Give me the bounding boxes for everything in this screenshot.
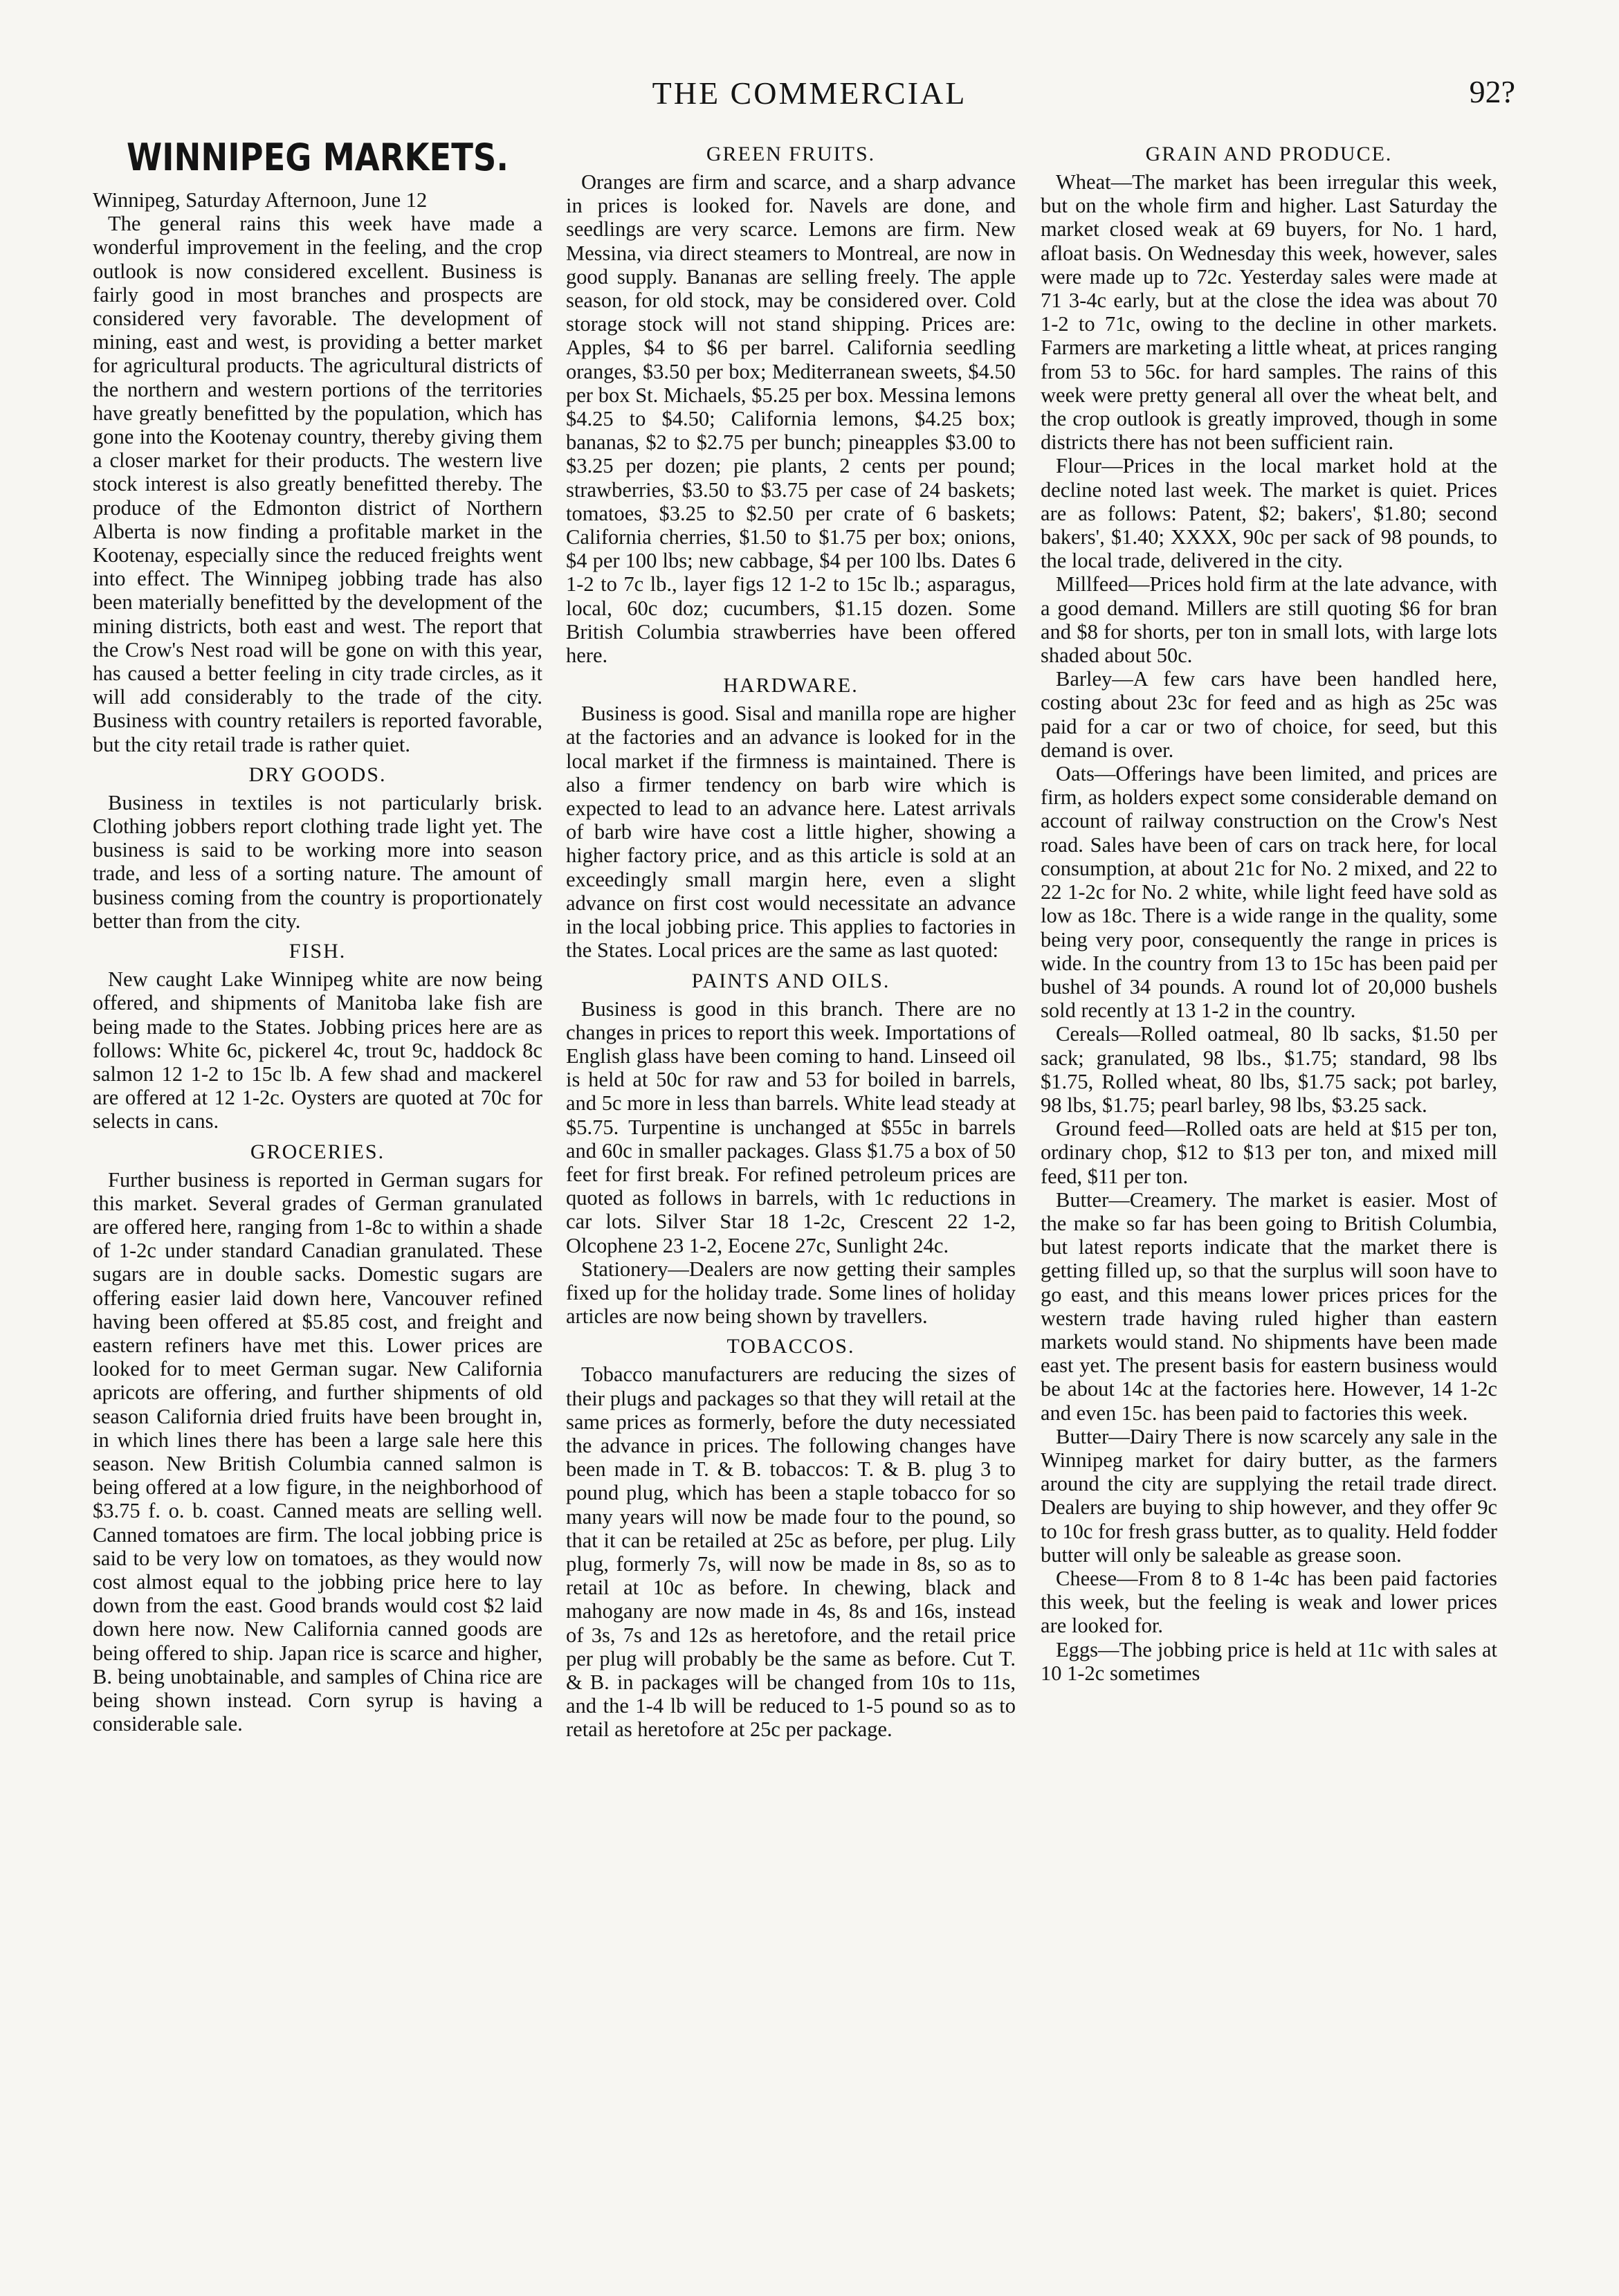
wheat-paragraph: Wheat—The market has been irregular this week, but on the whole firm and higher. Last Saturday the market closed weak at 69 buyers, for No. 1 hard, afloat basis. On Wednesday this week, however, sales were made up to 72c. Yesterday sales were made at 71 3-4c early, but at the close the idea was about 70 1-2 to 71c, owing to the decline in other markets. Farmers are marketing a little wheat, at prices ranging from 53 to 56c. for hard samples. The rains of this week were pretty general all over the wheat belt, and the crop outlook is greatly improved, though in some districts there has not been sufficient rain.	[1041, 170, 1497, 455]
stationery-paragraph: Stationery—Dealers are now getting their samples fixed up for the holiday trade. Some lines of holiday articles are now being shown by travellers.	[566, 1257, 1016, 1329]
cheese-paragraph: Cheese—From 8 to 8 1-4c has been paid factories this week, but the feeling is weak and lower prices are looked for.	[1041, 1566, 1497, 1638]
groceries-heading: GROCERIES.	[250, 1140, 385, 1163]
page-number: 92?	[1469, 74, 1515, 109]
oats-paragraph: Oats—Offerings have been limited, and prices are firm, as holders expect some considerable demand on account of railway construction on the Crow's Nest road. Sales have been of cars on track here, for local consumption, at about 21c for No. 2 mixed, and 22 to 22 1-2c for No. 2 white, while light feed have sold as low as 18c. There is a wide range in the quality, some being very poor, consequently the range in prices is wide. In the country from 13 to 15c has been paid per bushel of 34 pounds. A round lot of 20,000 bushels sold recently at 13 1-2 in the country.	[1041, 762, 1497, 1023]
dry-goods-paragraph: Business in textiles is not particularly brisk. Clothing jobbers report clothing trade light yet. The business is said to be working more into season trade, and less of a sorting nature. The amount of business coming from the country is proportionately better than from the city.	[93, 790, 542, 933]
tobaccos-heading: TOBACCOS.	[726, 1335, 855, 1358]
hardware-paragraph: Business is good. Sisal and manilla rope are higher at the factories and an advance is looked for in the local market if the firmness is maintained. There is also a firmer tendency on barb wire which is expected to lead to an advance here. Latest arrivals of barb wire have cost a little higher, showing a higher factory price, and as this article is sold at an exceedingly small margin here, even a slight advance on first cost would necessitate an advance in the local jobbing price. This applies to factories in the States. Local prices are the same as last quoted:	[566, 702, 1016, 963]
eggs-paragraph: Eggs—The jobbing price is held at 11c with sales at 10 1-2c sometimes	[1041, 1637, 1497, 1685]
grain-heading: GRAIN AND PRODUCE.	[1145, 143, 1393, 165]
green-fruits-paragraph: Oranges are firm and scarce, and a sharp advance in prices is looked for. Navels are done, and seedlings are very scarce. Lemons are firm. New Messina, via direct steamers to Montreal, are now in good supply. Bananas are selling freely. The apple season, for old stock, may be considered over. Cold storage stock will not stand shipping. Prices are: Apples, $4 to $6 per barrel. California seedling oranges, $3.50 per box; Mediterranean sweets, $4.50 per box St. Michaels, $5.25 per box. Messina lemons $4.25 to $4.50; California lemons, $4.25 box; bananas, $2 to $2.75 per bunch; pineapples $3.00 to $3.25 per dozen; pie plants, 2 cents per pound; strawberries, $3.50 to $3.75 per case of 24 baskets; tomatoes, $3.25 to $2.50 per crate of 6 baskets; California cherries, $1.50 to $1.75 per box; onions, $4 per 100 lbs; new cabbage, $4 per 100 lbs. Dates 6 1-2 to 7c lb., layer figs 12 1-2 to 15c lb.; asparagus, local, 60c doz; cucumbers, $1.15 dozen. Some British Columbia strawberries have been offered here.	[566, 170, 1016, 668]
green-fruits-heading: GREEN FRUITS.	[706, 143, 876, 165]
fish-paragraph: New caught Lake Winnipeg white are now being offered, and shipments of Manitoba lake fish are being made to the States. Jobbing prices here are as follows: White 6c, pickerel 4c, trout 9c, haddock 8c salmon 12 1-2 to 15c lb. A few shad and mackerel are offered at 12 1-2c. Oysters are quoted at 70c for selects in cans.	[93, 967, 542, 1133]
barley-paragraph: Barley—A few cars have been handled here, costing about 23c for feed and as high as 25c was paid for a car or two of choice, for seed, but this demand is over.	[1041, 667, 1497, 762]
dateline: Winnipeg, Saturday Afternoon, June 12	[93, 188, 428, 212]
section-masthead: WINNIPEG MARKETS.	[127, 136, 509, 179]
flour-paragraph: Flour—Prices in the local market hold at the decline noted last week. The market is quiet. Prices are as follows: Patent, $2; bakers', $1.80; second bakers', $1.40; XXXX, 90c per sack of 98 pounds, to the local trade, delivered in the city.	[1041, 454, 1497, 573]
dry-goods-heading: DRY GOODS.	[248, 763, 387, 786]
column-2	[566, 136, 1016, 1742]
paints-heading: PAINTS AND OILS.	[691, 969, 890, 992]
millfeed-paragraph: Millfeed—Prices hold firm at the late advance, with a good demand. Millers are still quoting $6 for bran and $8 for shorts, per ton in small lots, with large lots shaded about 50c.	[1041, 572, 1497, 668]
fish-heading: FISH.	[289, 940, 347, 963]
running-title: THE COMMERCIAL	[652, 75, 967, 111]
hardware-heading: HARDWARE.	[723, 674, 859, 698]
paints-paragraph: Business is good in this branch. There are no changes in prices to report this week. Importations of English glass have been coming to hand. Linseed oil is held at 50c for raw and 53 for boiled in barrels, and 5c more in less than barrels. White lead steady at $5.75. Turpentine is unchanged at $55c in barrels and 60c in smaller packages. Glass $1.75 a box of 50 feet for first break. For refined petroleum prices are quoted as follows in barrels, with 1c reductions in car lots. Silver Star 18 1-2c, Crescent 22 1-2, Olcophene 23 1-2, Eocene 27c, Sunlight 24c.	[566, 996, 1016, 1257]
butter-creamery-paragraph: Butter—Creamery. The market is easier. Most of the make so far has been going to British Columbia, but latest reports indicate that the market there is getting filled up, so that the surplus will soon have to go east, and this means lower prices prices for the western trade having ruled higher than eastern markets would stand. No shipments have been made east yet. The present basis for eastern business would be about 14c at the factories here. However, 14 1-2c and even 15c. has been paid to factories this week.	[1041, 1187, 1497, 1425]
cereals-paragraph: Cereals—Rolled oatmeal, 80 lb sacks, $1.50 per sack; granulated, 98 lbs., $1.75; standard, 98 lbs $1.75, Rolled wheat, 80 lbs, $1.75 sack; pot barley, 98 lbs, $1.75; pearl barley, 98 lbs, $3.25 sack.	[1041, 1022, 1497, 1117]
butter-dairy-paragraph: Butter—Dairy There is now scarcely any sale in the Winnipeg market for dairy butter, as the farmers around the city are supplying the retail trade direct. Dealers are buying to ship however, and they offer 9c to 10c for fresh grass butter, as to quality. Held fodder butter will only be saleable as grease soon.	[1041, 1424, 1497, 1567]
column-1	[93, 136, 542, 1735]
groceries-paragraph: Further business is reported in German sugars for this market. Several grades of German granulated are offered here, ranging from 1-8c to within a shade of 1-2c under standard Canadian granulated. These sugars are in double sacks. Domestic sugars are offering easier laid down here, Vancouver refined having been offered at $5.85 cost, and freight and eastern refiners have met this. Lower prices are looked for to meet German sugar. New California apricots are offering, and further shipments of old season California dried fruits have been brought in, in which lines there has been a large sale here this season. New British Columbia canned salmon is being offered at a low figure, in the neighborhood of $3.75 f. o. b. coast. Canned meats are selling well. Canned tomatoes are firm. The local jobbing price is said to be very low on tomatoes, as they would now cost almost equal to the jobbing price here to lay down from the east. Good brands would cost $2 laid down here now. New California canned goods are being offered to ship. Japan rice is scarce and higher, B. being unobtainable, and samples of China rice are being shown instead. Corn syrup is having a considerable sale.	[93, 1167, 542, 1736]
column-3	[1041, 136, 1497, 1685]
intro-paragraph: The general rains this week have made a wonderful improvement in the feeling, and the crop outlook is now considered excellent. Business is fairly good in most branches and prospects are considered very favorable. The development of mining, east and west, is providing a better market for agricultural products. The agricultural districts of the northern and western portions of the territories have greatly benefitted by the population, which has gone into the Kootenay country, thereby giving them a closer market for their products. The western live stock interest is also greatly benefitted thereby. The produce of the Edmonton district of Northern Alberta is now finding a profitable market in the Kootenay, especially since the reduced freights went into effect. The Winnipeg jobbing trade has also been materially benefitted by the development of the mining districts, both east and west. The report that the Crow's Nest road will be gone on with this year, has caused a better feeling in city trade circles, as it will add considerably to the trade of the city. Business with country retailers is reported favorable, but the city retail trade is rather quiet.	[93, 212, 542, 756]
tobaccos-paragraph: Tobacco manufacturers are reducing the sizes of their plugs and packages so that they will retail at the same prices as formerly, before the duty necessiated the advance in prices. The following changes have been made in T. & B. tobaccos: T. & B. plug 3 to pound plug, which has been a staple tobacco for so many years will now be made four to the pound, so that it can be retailed at 25c as before, per plug. Lily plug, formerly 7s, will now be made in 8s, so as to retail at 10c as before. In chewing, black and mahogany are now made in 4s, 8s and 16s, instead of 3s, 7s and 12s as heretofore, and the retail price per plug will probably be the same as before. Cut T. & B. in packages will be changed from 10s to 11s, and the 1-4 lb will be reduced to 1-5 pound so as to retail as heretofore at 25c per package.	[566, 1363, 1016, 1742]
ground-feed-paragraph: Ground feed—Rolled oats are held at $15 per ton, ordinary chop, $12 to $13 per ton, and mixed mill feed, $11 per ton.	[1041, 1117, 1497, 1188]
